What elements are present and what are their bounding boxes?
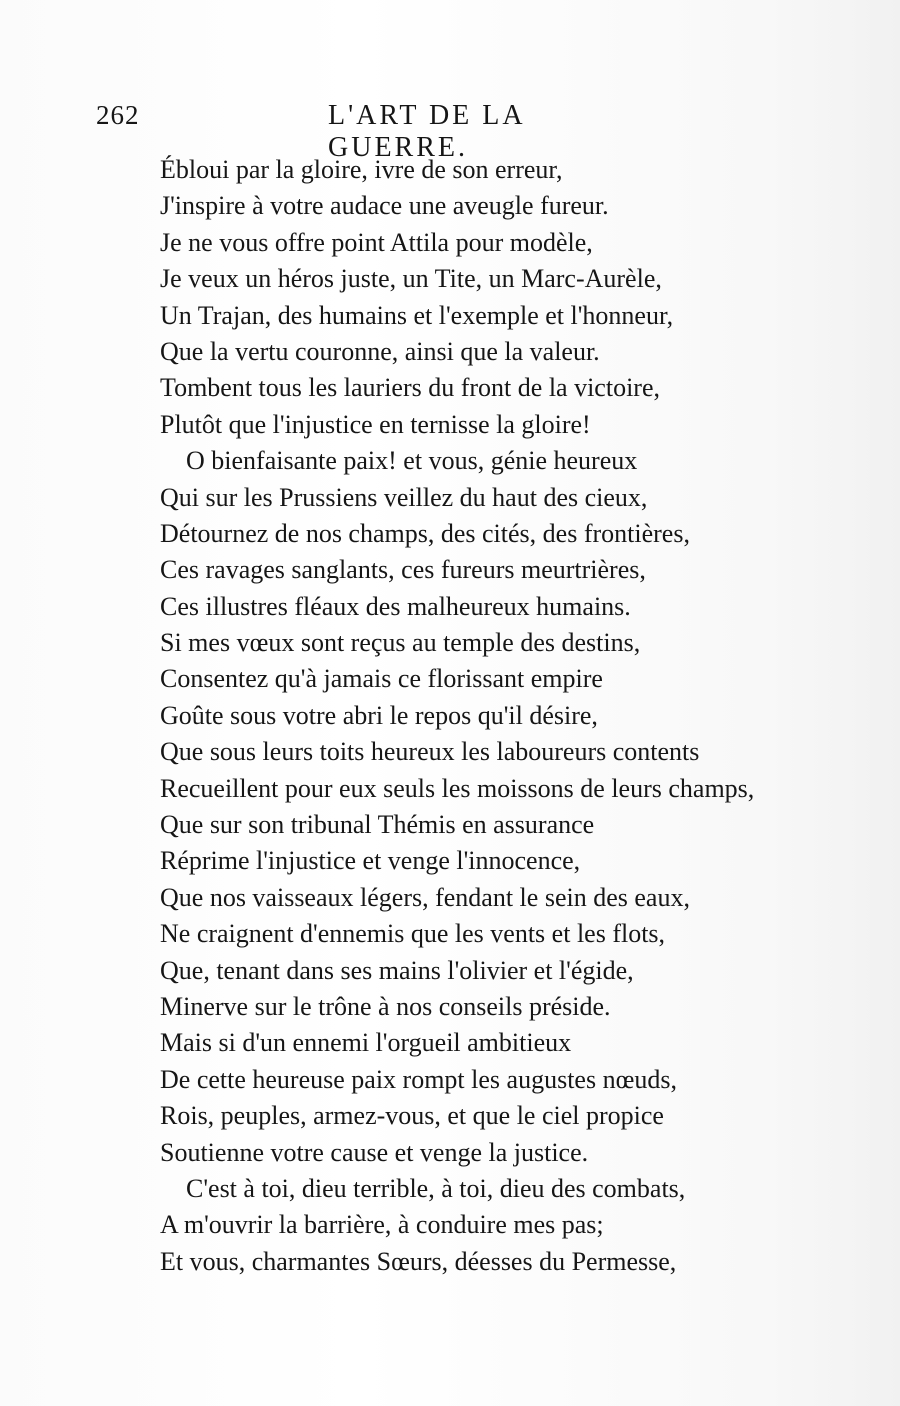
- verse-line: Que, tenant dans ses mains l'olivier et l'égide,: [160, 955, 634, 985]
- verse-line: De cette heureuse paix rompt les augustes nœuds,: [160, 1064, 677, 1094]
- verse-line: Réprime l'injustice et venge l'innocence,: [160, 846, 581, 876]
- verse-line: Recueillent pour eux seuls les moissons de leurs champs,: [160, 773, 755, 803]
- verse-line: Plutôt que l'injustice en ternisse la gloire!: [160, 409, 591, 439]
- verse-line: Minerve sur le trône à nos conseils préside.: [160, 991, 611, 1021]
- verse-line: Détournez de nos champs, des cités, des frontières,: [160, 518, 690, 548]
- verse-line: Rois, peuples, armez-vous, et que le ciel propice: [160, 1101, 664, 1131]
- verse-line: Que sous leurs toits heureux les laboureurs contents: [160, 737, 700, 767]
- poem-body: [160, 152, 860, 1280]
- verse-line: Je ne vous offre point Attila pour modèle,: [160, 227, 593, 257]
- verse-line: Si mes vœux sont reçus au temple des destins,: [160, 628, 641, 658]
- verse-line: Je veux un héros juste, un Tite, un Marc-Aurèle,: [160, 264, 662, 294]
- verse-line: Ne craignent d'ennemis que les vents et les flots,: [160, 919, 666, 949]
- verse-line: Que la vertu couronne, ainsi que la valeur.: [160, 336, 600, 366]
- verse-line: Goûte sous votre abri le repos qu'il désire,: [160, 700, 598, 730]
- verse-line: Soutienne votre cause et venge la justice.: [160, 1137, 589, 1167]
- verse-line: Ces ravages sanglants, ces fureurs meurtrières,: [160, 555, 646, 585]
- running-title: L'ART DE LA GUERRE.: [328, 100, 525, 163]
- page-number: 262: [96, 100, 140, 130]
- verse-line: Qui sur les Prussiens veillez du haut des cieux,: [160, 482, 648, 512]
- verse-line: Mais si d'un ennemi l'orgueil ambitieux: [160, 1028, 572, 1058]
- verse-line: Que sur son tribunal Thémis en assurance: [160, 810, 595, 840]
- verse-line: Et vous, charmantes Sœurs, déesses du Permesse,: [160, 1246, 677, 1276]
- verse-line: Un Trajan, des humains et l'exemple et l'honneur,: [160, 300, 674, 330]
- verse-line: Tombent tous les lauriers du front de la victoire,: [160, 373, 660, 403]
- page-header: [96, 100, 666, 163]
- verse-line: Ces illustres fléaux des malheureux humains.: [160, 591, 631, 621]
- verse-line: Ébloui par la gloire, ivre de son erreur,: [160, 155, 563, 184]
- verse-line: Que nos vaisseaux légers, fendant le sein des eaux,: [160, 882, 690, 912]
- verse-line: J'inspire à votre audace une aveugle fureur.: [160, 191, 609, 221]
- verse-line: A m'ouvrir la barrière, à conduire mes pas;: [160, 1210, 604, 1240]
- verse-line: Consentez qu'à jamais ce florissant empire: [160, 664, 603, 694]
- verse-line: C'est à toi, dieu terrible, à toi, dieu des combats,: [186, 1173, 686, 1203]
- verse-line: O bienfaisante paix! et vous, génie heureux: [186, 446, 638, 476]
